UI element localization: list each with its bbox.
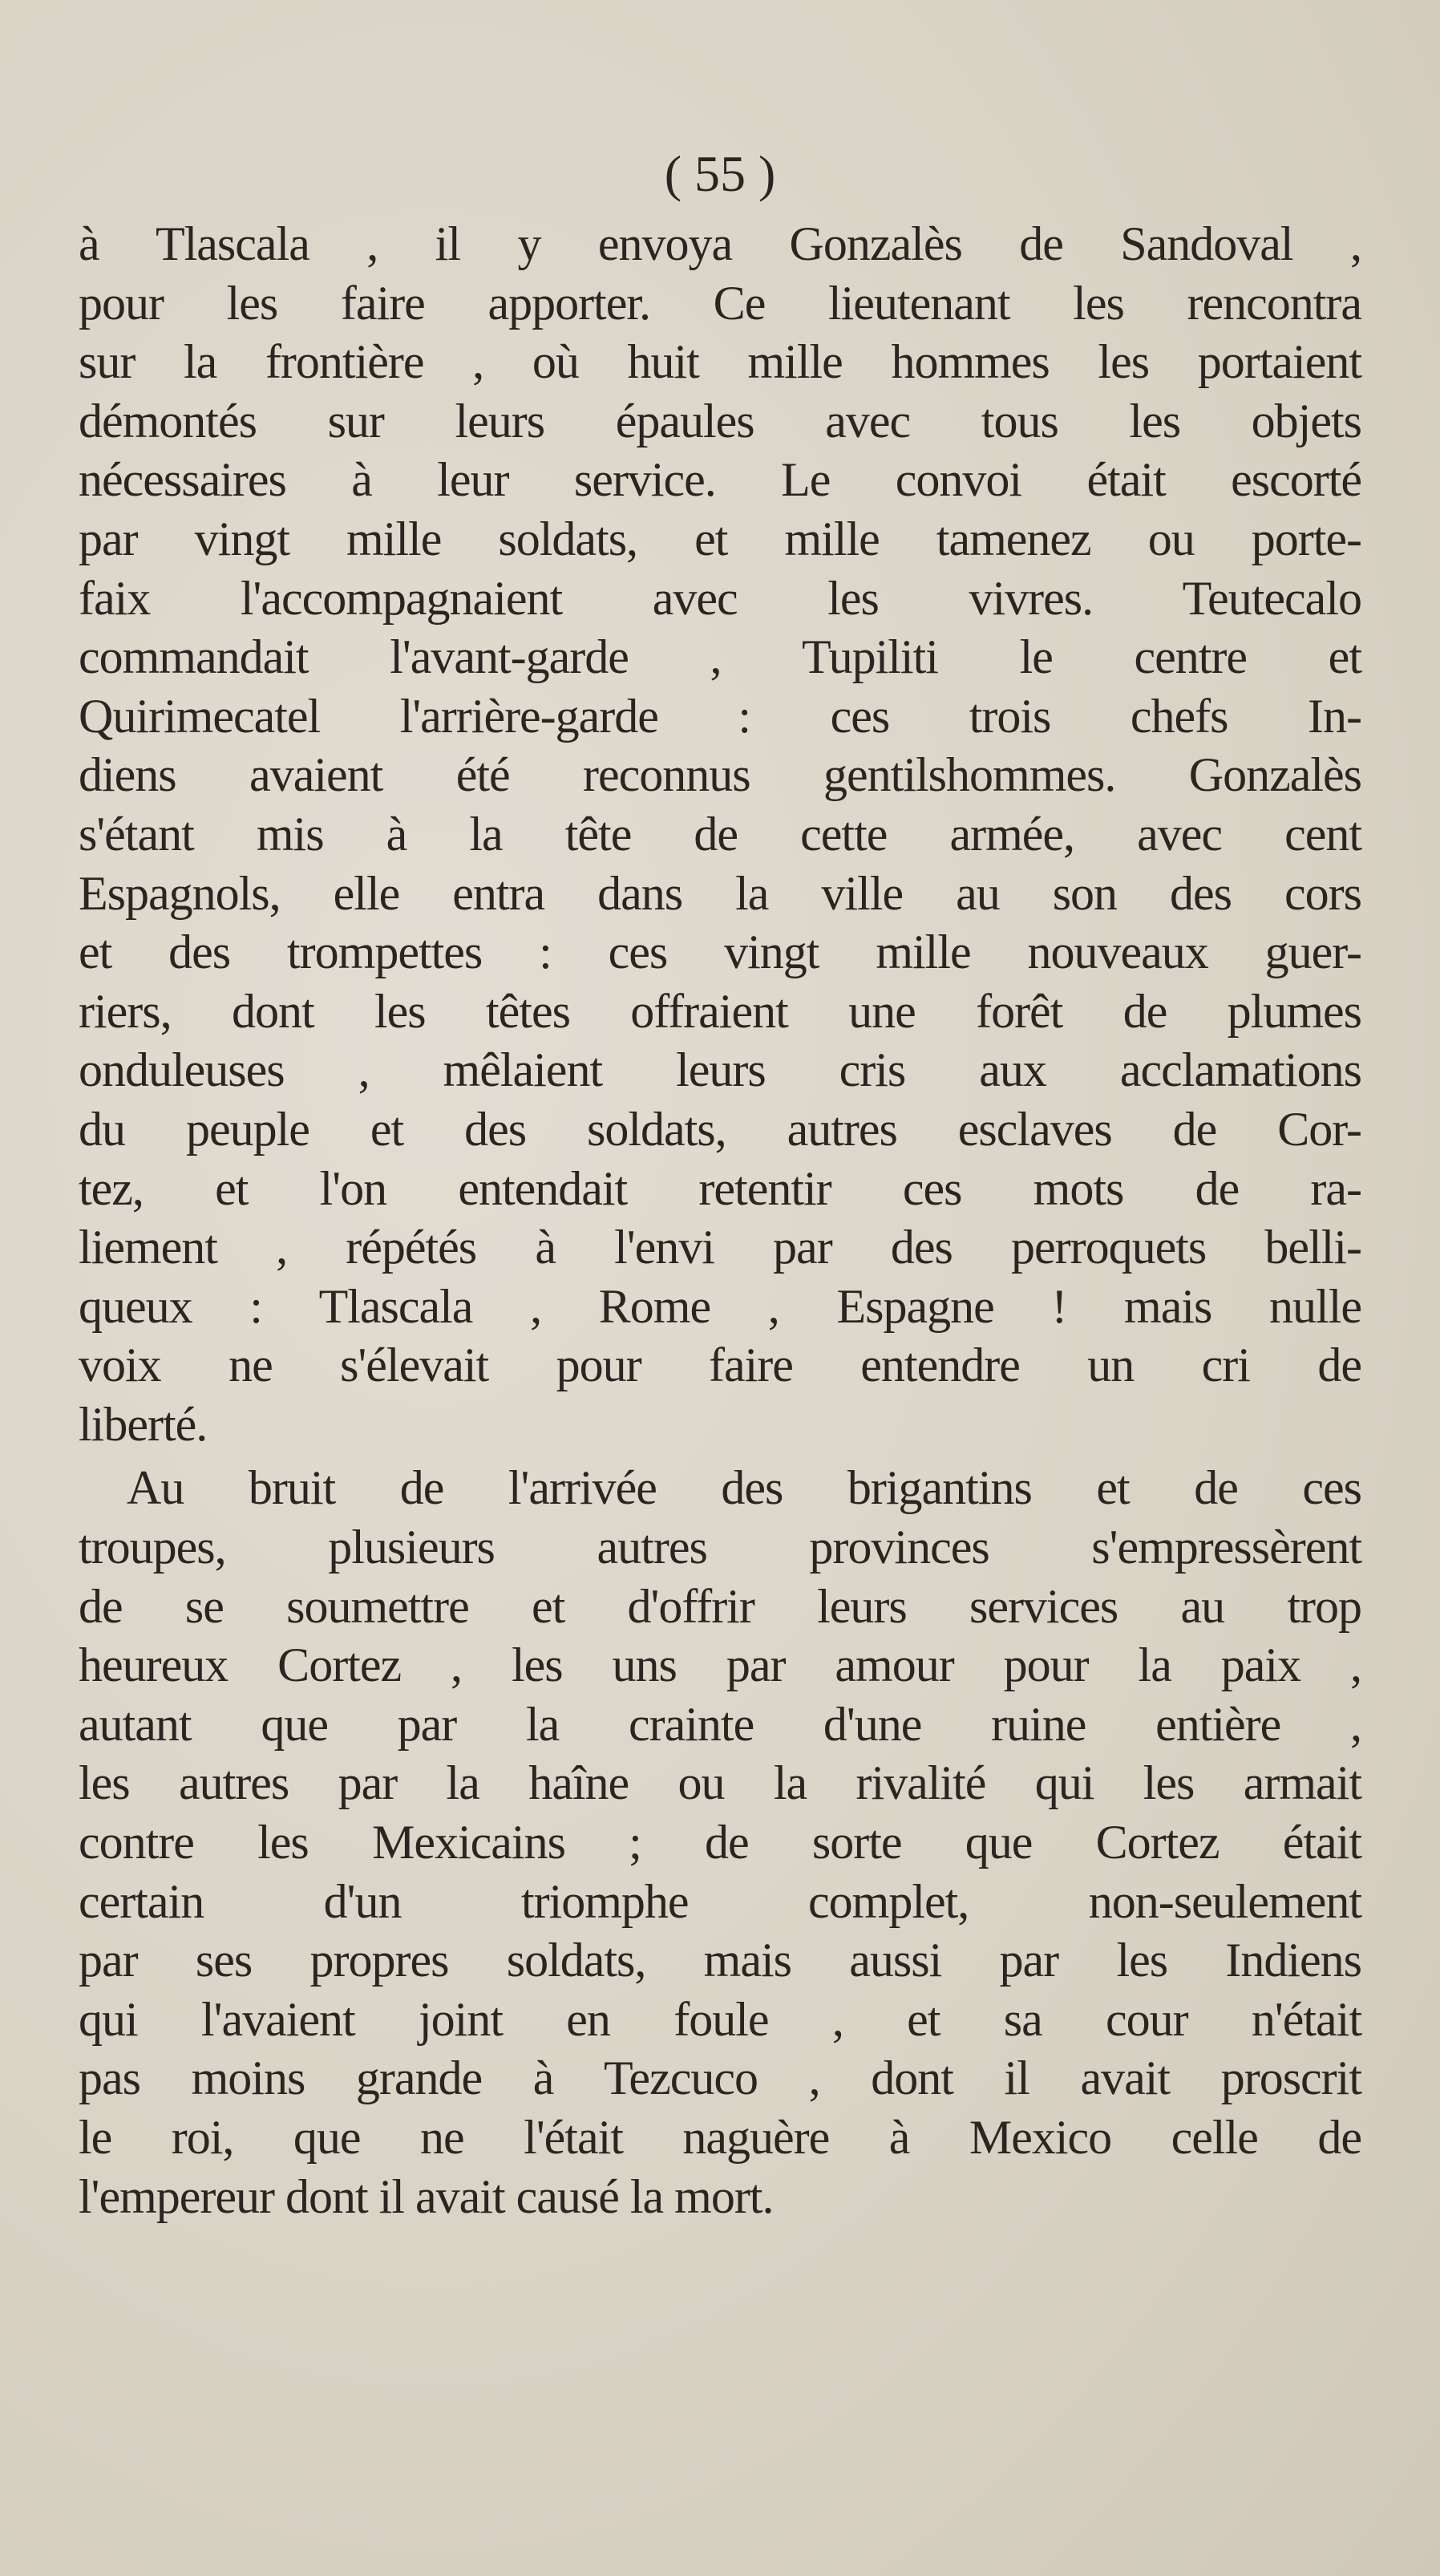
text-line: le roi, que ne l'était naguère à Mexico celle de: [79, 2111, 1361, 2164]
text-line: à Tlascala , il y envoya Gonzalès de Sandoval ,: [79, 217, 1361, 270]
text-line: par vingt mille soldats, et mille tamenez ou porte-: [79, 512, 1361, 565]
text-line: contre les Mexicains ; de sorte que Cortez était: [79, 1816, 1361, 1869]
text-line: pour les faire apporter. Ce lieutenant les rencontra: [79, 276, 1361, 330]
text-line: Quirimecatel l'arrière-garde : ces trois chefs In-: [79, 689, 1361, 743]
text-line: troupes, plusieurs autres provinces s'empressèrent: [79, 1521, 1361, 1574]
text-line: onduleuses , mêlaient leurs cris aux acclamations: [79, 1043, 1361, 1097]
text-line: démontés sur leurs épaules avec tous les objets: [79, 394, 1361, 448]
text-line: faix l'accompagnaient avec les vivres. Teutecalo: [79, 571, 1361, 625]
text-line: s'étant mis à la tête de cette armée, avec cent: [79, 807, 1361, 861]
text-line: liberté.: [79, 1397, 208, 1451]
body-text: [79, 215, 1361, 2226]
paragraph: [79, 1459, 1361, 2226]
text-line: commandait l'avant-garde , Tupiliti le centre et: [79, 630, 1361, 684]
text-line: nécessaires à leur service. Le convoi était escorté: [79, 453, 1361, 507]
page-number: ( 55 ): [664, 145, 776, 202]
text-line: et des trompettes : ces vingt mille nouveaux guer-: [79, 925, 1361, 979]
text-line: voix ne s'élevait pour faire entendre un cri de: [79, 1339, 1361, 1392]
text-line: par ses propres soldats, mais aussi par les Indiens: [79, 1934, 1361, 1987]
text-line: tez, et l'on entendait retentir ces mots de ra-: [79, 1161, 1361, 1215]
text-line: de se soumettre et d'offrir leurs services au trop: [79, 1579, 1361, 1633]
text-line: du peuple et des soldats, autres esclaves de Cor-: [79, 1102, 1361, 1156]
text-line: liement , répétés à l'envi par des perroquets belli-: [79, 1221, 1361, 1274]
text-line: pas moins grande à Tezcuco , dont il avait proscrit: [79, 2051, 1361, 2105]
text-line: sur la frontière , où huit mille hommes les portaient: [79, 335, 1361, 389]
text-line: les autres par la haîne ou la rivalité qui les armait: [79, 1756, 1361, 1810]
paragraph: [79, 215, 1361, 1454]
text-line: certain d'un triomphe complet, non-seulement: [79, 1874, 1361, 1928]
text-line: heureux Cortez , les uns par amour pour la paix ,: [79, 1638, 1361, 1692]
text-line: diens avaient été reconnus gentilshommes. Gonzalès: [79, 748, 1361, 802]
text-line: Espagnols, elle entra dans la ville au son des cors: [79, 866, 1361, 920]
text-line: queux : Tlascala , Rome , Espagne ! mais nulle: [79, 1279, 1361, 1333]
text-line: Au bruit de l'arrivée des brigantins et de ces: [127, 1461, 1361, 1515]
text-line: l'empereur dont il avait causé la mort.: [79, 2169, 774, 2223]
text-line: autant que par la crainte d'une ruine entière ,: [79, 1697, 1361, 1751]
text-line: riers, dont les têtes offraient une forêt de plumes: [79, 984, 1361, 1038]
text-line: qui l'avaient joint en foule , et sa cour n'était: [79, 1992, 1361, 2046]
